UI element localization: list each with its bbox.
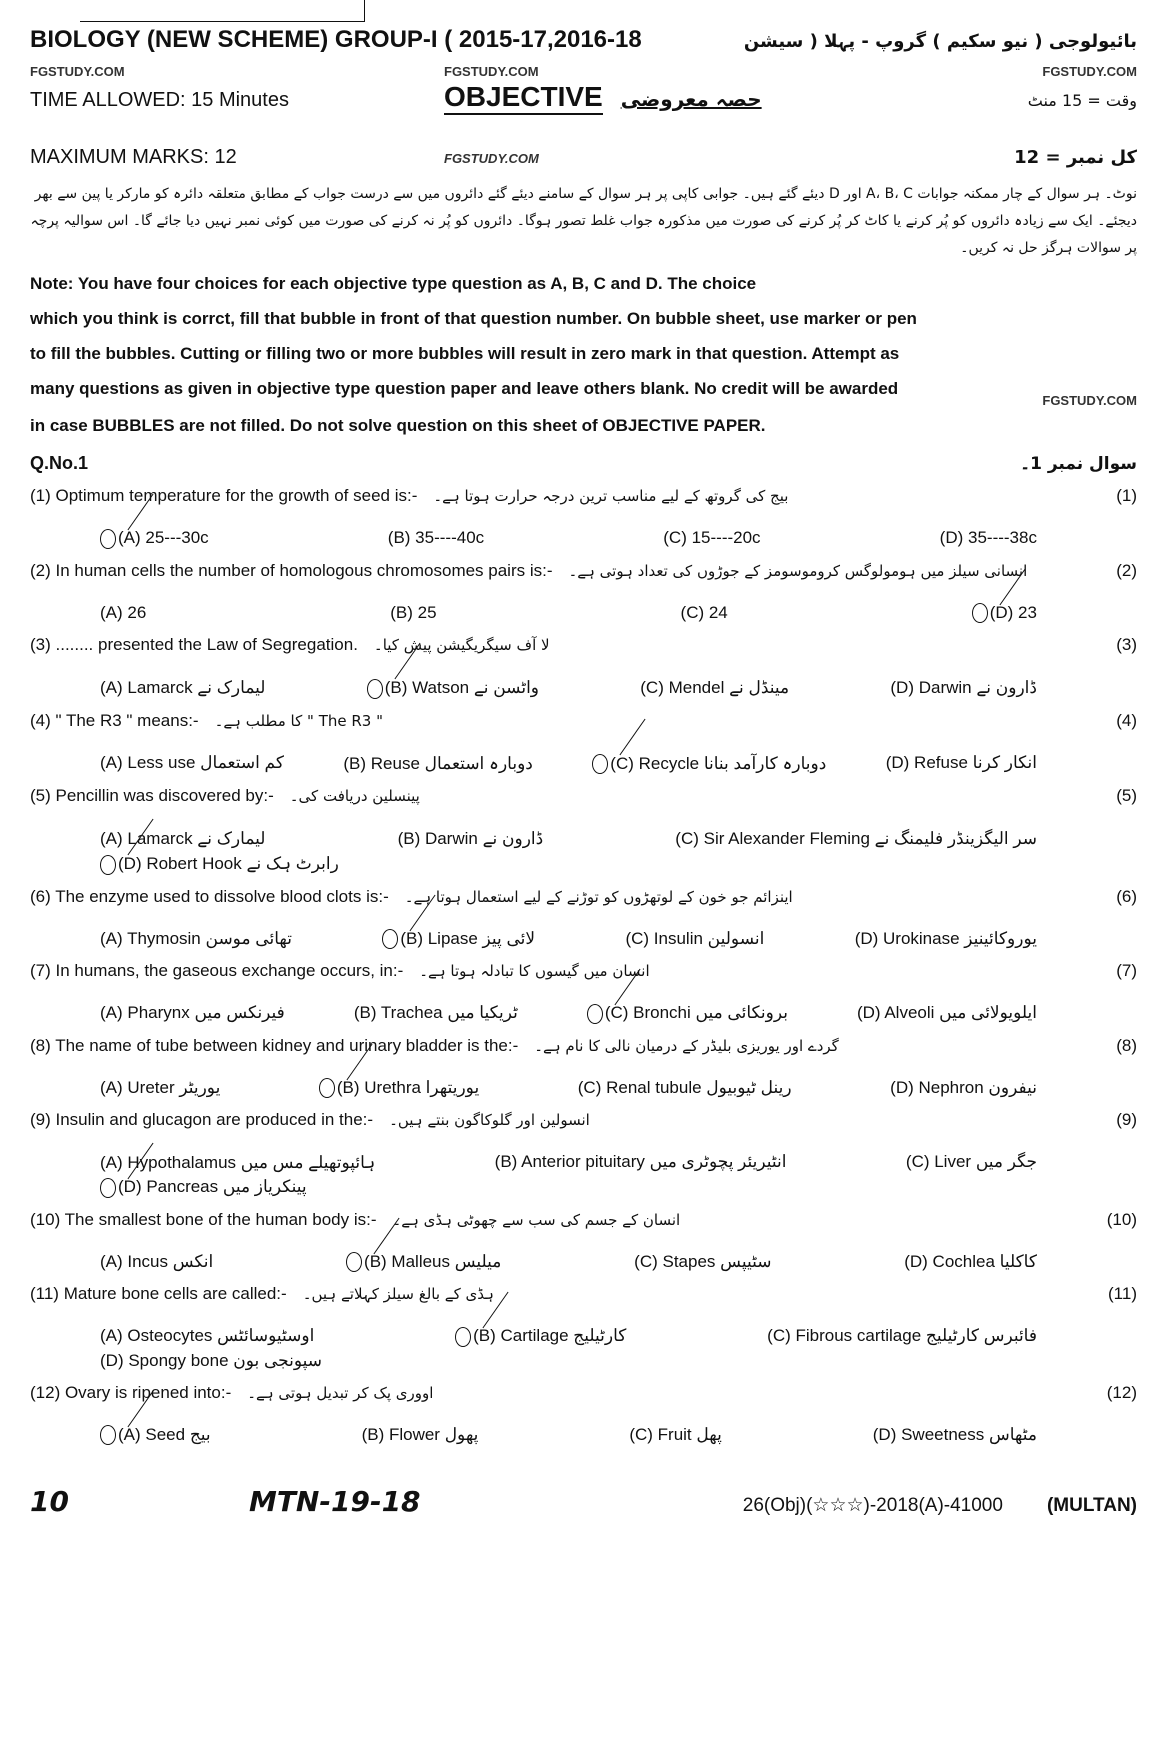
question-text: (9) Insulin and glucagon are produced in the:- <box>30 1110 374 1130</box>
marks-urdu: کل نمبر = 12 <box>1014 147 1137 168</box>
option-label: (B) Lipase لائی پیز <box>400 928 536 948</box>
question <box>30 1284 1137 1371</box>
question <box>30 1036 1137 1099</box>
option-label: (C) 24 <box>680 602 728 622</box>
roll-number-box <box>80 0 365 22</box>
options-row <box>30 929 1137 950</box>
option-label: (B) Malleus میلیس <box>364 1251 502 1271</box>
watermark: FGSTUDY.COM <box>1042 393 1137 408</box>
option-b[interactable] <box>455 1326 626 1347</box>
question-number: (6) <box>1116 886 1137 906</box>
option-c[interactable] <box>767 1326 1037 1347</box>
option-label: (D) Darwin ڈارون نے <box>890 678 1037 698</box>
question <box>30 635 1137 699</box>
option-c[interactable] <box>675 828 1037 849</box>
question-text: (10) The smallest bone of the human body is:- <box>30 1209 377 1229</box>
question <box>30 711 1137 775</box>
options-row <box>30 828 1137 875</box>
question-text-urdu: اووری پک کر تبدیل ہوتی ہے۔ <box>247 1383 434 1402</box>
option-label: (D) Spongy bone سپونجی بون <box>100 1350 323 1370</box>
question-text: (4) " The R3 " means:- <box>30 710 199 730</box>
question-text: (5) Pencillin was discovered by:- <box>30 786 274 806</box>
note-urdu-line: دیجئے۔ ایک سے زیادہ دائروں کو پُر کرنے یا کاٹ کر پُر کرنے کی صورت میں مذکورہ جواب غلط تصور ہوگا۔ دائروں کو پُر نہ کرنے کی صورت میں کوئی نمبر نہیں دیا جائے گا۔ اس سوالیہ پرچہ پر <box>30 213 1137 256</box>
question <box>30 486 1137 549</box>
question <box>30 1210 1137 1273</box>
question-line <box>30 561 1137 581</box>
option-label: (D) Refuse انکار کرنا <box>885 752 1037 772</box>
question <box>30 1110 1137 1198</box>
option-label: (B) Anterior pituitary انٹیریئر پچوٹری میں <box>494 1152 787 1172</box>
option-label: (A) Thymosin تھائی موسن <box>100 928 292 948</box>
question-line <box>30 486 1137 506</box>
selected-answer-circle <box>592 754 608 774</box>
option-label: (D) 35----38c <box>939 528 1037 547</box>
option-b[interactable] <box>382 929 535 950</box>
option-b[interactable] <box>354 1003 518 1024</box>
option-label: (C) Sir Alexander Fleming سر الیگزینڈر فلیمنگ نے <box>675 829 1037 849</box>
option-d[interactable] <box>890 1078 1037 1099</box>
question <box>30 786 1137 875</box>
option-a[interactable] <box>100 1078 220 1099</box>
question-line <box>30 1284 1137 1304</box>
option-label: (A) Lamarck لیمارک نے <box>100 829 266 849</box>
option-label: (A) Ureter یوریٹر <box>100 1077 221 1097</box>
option-label: (B) Darwin ڈارون نے <box>397 829 544 849</box>
option-c[interactable] <box>592 753 826 775</box>
selected-answer-circle <box>972 603 988 623</box>
option-label: (C) Insulin انسولین <box>625 928 765 948</box>
handwritten-mark: 10 <box>30 1485 69 1519</box>
question-text-urdu: انسان میں گیسوں کا تبادلہ ہوتا ہے۔ <box>419 962 650 981</box>
option-a[interactable] <box>100 1252 213 1273</box>
selected-answer-circle <box>319 1078 335 1098</box>
question-number: (3) <box>1116 635 1137 655</box>
option-label: (A) Hypothalamus ہائپوتھیلے مس میں <box>100 1153 376 1173</box>
option-label: (C) 15----20c <box>663 528 761 547</box>
question-number-heading-urdu: سوال نمبر 1۔ <box>1020 454 1137 474</box>
option-label: (A) Osteocytes اوسٹیوسائٹس <box>100 1326 315 1346</box>
question-line <box>30 1110 1137 1130</box>
option-c[interactable] <box>640 677 789 699</box>
option-label: (D) Alveoli ایلویولائی میں <box>856 1003 1037 1023</box>
option-label: (C) Stapes سٹیپس <box>634 1251 772 1271</box>
option-a[interactable] <box>100 828 265 849</box>
option-c[interactable] <box>634 1252 771 1273</box>
option-c[interactable] <box>587 1003 788 1024</box>
option-b[interactable] <box>346 1252 501 1273</box>
option-c[interactable] <box>578 1078 792 1099</box>
question-text: (11) Mature bone cells are called:- <box>30 1284 287 1304</box>
time-row <box>30 81 1137 115</box>
option-label: (A) Seed بیج <box>118 1424 211 1444</box>
option-d[interactable] <box>886 753 1037 775</box>
selected-answer-circle <box>455 1327 471 1347</box>
question-line <box>30 1210 1137 1230</box>
option-c[interactable] <box>906 1152 1037 1173</box>
question-text: (1) Optimum temperature for the growth of seed is:- <box>30 486 418 505</box>
question-text-urdu: انسانی سیلز میں ہومولوگس کروموسومز کے جوڑوں کی تعداد ہوتی ہے۔ <box>568 561 1028 580</box>
option-a[interactable] <box>100 1003 285 1024</box>
option-label: (B) Cartilage کارٹیلیج <box>473 1326 627 1346</box>
question-line <box>30 887 1137 907</box>
options-row <box>30 1078 1137 1099</box>
question-text-urdu: پینسلین دریافت کی۔ <box>289 787 420 806</box>
watermark: FGSTUDY.COM <box>1042 64 1137 79</box>
question-line <box>30 1036 1137 1056</box>
option-b[interactable] <box>388 528 484 549</box>
selected-answer-circle <box>100 1178 116 1198</box>
option-d[interactable] <box>890 677 1037 699</box>
option-label: (D) Pancreas پینکریاز میں <box>118 1177 307 1197</box>
option-d[interactable] <box>940 528 1037 549</box>
options-row <box>30 1003 1137 1024</box>
selected-answer-circle <box>100 529 116 549</box>
question-number: (11) <box>1108 1284 1137 1304</box>
option-a[interactable] <box>100 528 209 549</box>
question-number: (7) <box>1116 961 1137 981</box>
section-heading-urdu: حصہ معروضی <box>620 87 762 111</box>
options-row <box>30 603 1137 624</box>
note-line: to fill the bubbles. Cutting or filling two or more bubbles will result in zero mark in that question. Attempt as <box>30 344 900 363</box>
options-row <box>30 1152 1137 1198</box>
question-text: (6) The enzyme used to dissolve blood clots is:- <box>30 886 389 906</box>
question-line <box>30 635 1137 655</box>
question-number: (1) <box>1116 486 1137 505</box>
note-line: which you think is corrct, fill that bubble in front of that question number. On bubble sheet, use marker or pen <box>30 309 917 328</box>
note-urdu-line: سوالات ہرگز حل نہ کریں۔ <box>960 240 1121 256</box>
option-label: (B) Urethra یوریتھرا <box>336 1077 480 1097</box>
section-heading-group <box>399 81 768 115</box>
option-a[interactable] <box>100 1326 314 1347</box>
question-text: (8) The name of tube between kidney and urinary bladder is the:- <box>30 1035 519 1055</box>
question-heading-row <box>30 453 1137 474</box>
time-allowed: TIME ALLOWED: 15 Minutes <box>30 89 289 111</box>
question-text-urdu: " The R3 " کا مطلب ہے۔ <box>214 711 383 730</box>
option-d[interactable] <box>873 1425 1037 1446</box>
options-row <box>30 753 1137 775</box>
option-label: (B) 25 <box>390 602 437 622</box>
options-row <box>30 1425 1137 1446</box>
option-label: (A) Lamarck لیمارک نے <box>100 678 266 698</box>
question-number: (10) <box>1106 1209 1137 1229</box>
option-d[interactable] <box>972 603 1037 624</box>
option-c[interactable] <box>625 929 764 950</box>
selected-answer-circle <box>100 1425 116 1445</box>
option-b[interactable] <box>319 1078 479 1099</box>
option-a[interactable] <box>100 603 146 624</box>
option-label: (B) 35----40c <box>387 528 485 547</box>
option-label: (C) Fibrous cartilage فائبرس کارٹیلیج <box>767 1326 1037 1346</box>
marks-row <box>30 141 1137 169</box>
section-heading: OBJECTIVE <box>444 81 603 115</box>
selected-answer-circle <box>100 855 116 875</box>
title-row <box>30 26 1137 54</box>
note-line: many questions as given in objective type question paper and leave others blank. No credit will be awarded <box>30 379 899 398</box>
option-label: (D) Sweetness مٹھاس <box>872 1424 1037 1444</box>
options-row <box>30 1326 1137 1371</box>
question-text-urdu: گردے اور یوریزی بلیڈر کے درمیان نالی کا نام ہے۔ <box>534 1036 839 1055</box>
handwritten-code: MTN-19-18 <box>248 1485 421 1519</box>
option-label: (B) Trachea ٹریکیا میں <box>353 1003 518 1023</box>
option-a[interactable] <box>100 753 284 775</box>
option-a[interactable] <box>100 677 265 699</box>
option-label: (D) Nephron نیفرون <box>890 1077 1037 1097</box>
option-label: (A) Pharynx فیرنکس میں <box>100 1003 285 1023</box>
question <box>30 1383 1137 1446</box>
note-english <box>30 266 1137 443</box>
paper-code: 26(Obj)(☆☆☆)-2018(A)-41000 <box>742 1495 1003 1517</box>
question-number: (4) <box>1116 710 1137 730</box>
selected-answer-circle <box>587 1004 603 1024</box>
selected-answer-circle <box>382 929 398 949</box>
option-label: (B) Watson واٹسن نے <box>384 678 540 698</box>
option-label: (D) Cochlea کاکلیا <box>904 1251 1037 1271</box>
option-a[interactable] <box>100 929 292 950</box>
option-d[interactable] <box>855 929 1037 950</box>
option-d[interactable] <box>100 1177 307 1198</box>
option-d[interactable] <box>100 853 339 875</box>
watermark: FGSTUDY.COM <box>444 64 539 79</box>
option-label: (B) Flower پھول <box>361 1424 479 1444</box>
question-number: (8) <box>1116 1035 1137 1055</box>
watermark-row <box>30 64 1137 79</box>
options-row <box>30 528 1137 549</box>
footer <box>30 1485 1137 1518</box>
question <box>30 961 1137 1024</box>
question-text-urdu: لا آف سیگریگیشن پیش کیا۔ <box>373 636 550 655</box>
question-text: (12) Ovary is ripened into:- <box>30 1382 232 1402</box>
option-label: (A) 25---30c <box>118 528 209 547</box>
question-text-urdu: اینزائم جو خون کے لوتھڑوں کو توڑنے کے لیے استعمال ہوتا ہے۔ <box>404 887 793 906</box>
option-label: (D) Urokinase یوروکائینیز <box>854 928 1037 948</box>
note-urdu-line: نوٹ۔ ہر سوال کے چار ممکنہ جوابات A، B، C اور D دیئے گئے ہیں۔ جوابی کاپی پر ہر سوال کے سامنے دیئے گئے دائروں میں سے درست جواب کے مطابق متعلقہ دائرہ کو مارکر یا پین سے بھر <box>34 186 1137 202</box>
option-label: (D) Robert Hook رابرٹ ہک نے <box>118 854 339 874</box>
option-c[interactable] <box>629 1425 722 1446</box>
option-label: (A) Incus انکس <box>100 1251 214 1271</box>
note-urdu <box>30 181 1137 262</box>
option-b[interactable] <box>398 828 544 849</box>
question-line <box>30 1383 1137 1403</box>
option-label: (D) 23 <box>989 602 1037 622</box>
question-number: (9) <box>1116 1110 1137 1130</box>
option-label: (C) Mendel مینڈل نے <box>640 678 790 698</box>
question-text: (2) In human cells the number of homologous chromosomes pairs is:- <box>30 560 553 580</box>
option-a[interactable] <box>100 1152 375 1173</box>
question-text-urdu: انسولین اور گلوکاگون بنتے ہیں۔ <box>389 1111 590 1130</box>
selected-answer-circle <box>367 679 383 699</box>
note-line: in case BUBBLES are not filled. Do not solve question on this sheet of OBJECTIVE PAPER. <box>30 416 766 435</box>
question <box>30 887 1137 950</box>
question <box>30 561 1137 624</box>
question-text-urdu: ہڈی کے بالغ سیلز کہلاتے ہیں۔ <box>302 1285 494 1304</box>
question-number: (2) <box>1116 560 1137 580</box>
option-b[interactable] <box>390 603 436 624</box>
option-label: (C) Fruit پھل <box>629 1424 722 1444</box>
question-line <box>30 961 1137 981</box>
option-b[interactable] <box>495 1152 787 1173</box>
question-line <box>30 786 1137 806</box>
option-label: (B) Reuse دوبارہ استعمال <box>343 753 533 773</box>
watermark: FGSTUDY.COM <box>444 151 539 166</box>
option-d[interactable] <box>857 1003 1037 1024</box>
options-row <box>30 677 1137 699</box>
option-b[interactable] <box>367 677 539 699</box>
question-text-urdu: بیج کی گروتھ کے لیے مناسب ترین درجہ حرارت ہوتا ہے۔ <box>433 487 789 505</box>
paper-city: (MULTAN) <box>1046 1495 1137 1517</box>
options-row <box>30 1252 1137 1273</box>
watermark: FGSTUDY.COM <box>30 64 125 79</box>
option-c[interactable] <box>681 603 728 624</box>
paper-title: BIOLOGY (NEW SCHEME) GROUP-I ( 2015-17,2016-18 <box>30 26 642 53</box>
option-label: (A) Less use کم استعمال <box>100 752 284 772</box>
option-label: (C) Recycle دوبارہ کارآمد بنانا <box>610 753 827 773</box>
question-line <box>30 711 1137 731</box>
note-line: Note: You have four choices for each objective type question as A, B, C and D. The choice <box>30 274 757 293</box>
maximum-marks: MAXIMUM MARKS: 12 <box>30 146 237 168</box>
option-a[interactable] <box>100 1425 211 1446</box>
option-b[interactable] <box>362 1425 479 1446</box>
option-label: (C) Bronchi برونکائی میں <box>604 1003 788 1023</box>
option-b[interactable] <box>343 753 533 775</box>
option-d[interactable] <box>904 1252 1037 1273</box>
question-number: (5) <box>1116 786 1137 806</box>
selected-answer-circle <box>346 1252 362 1272</box>
option-label: (C) Renal tubule رینل ٹیوبیول <box>577 1077 792 1097</box>
question-text-urdu: انسان کے جسم کی سب سے چھوٹی ہڈی ہے۔ <box>392 1210 681 1229</box>
question-number-heading: Q.No.1 <box>30 453 89 473</box>
question-text: (3) ........ presented the Law of Segregation. <box>30 635 358 655</box>
paper-title-urdu: بائیولوجی ( نیو سکیم ) گروپ - پہلا ( سیشن <box>743 31 1137 52</box>
option-d[interactable] <box>100 1351 322 1371</box>
question-number: (12) <box>1106 1382 1137 1402</box>
option-label: (C) Liver جگر میں <box>905 1152 1037 1172</box>
option-c[interactable] <box>663 528 760 549</box>
option-label: (A) 26 <box>100 602 147 622</box>
question-text: (7) In humans, the gaseous exchange occurs, in:- <box>30 961 404 981</box>
time-urdu: وقت = 15 منٹ <box>1027 91 1137 110</box>
question-list <box>30 486 1137 1445</box>
